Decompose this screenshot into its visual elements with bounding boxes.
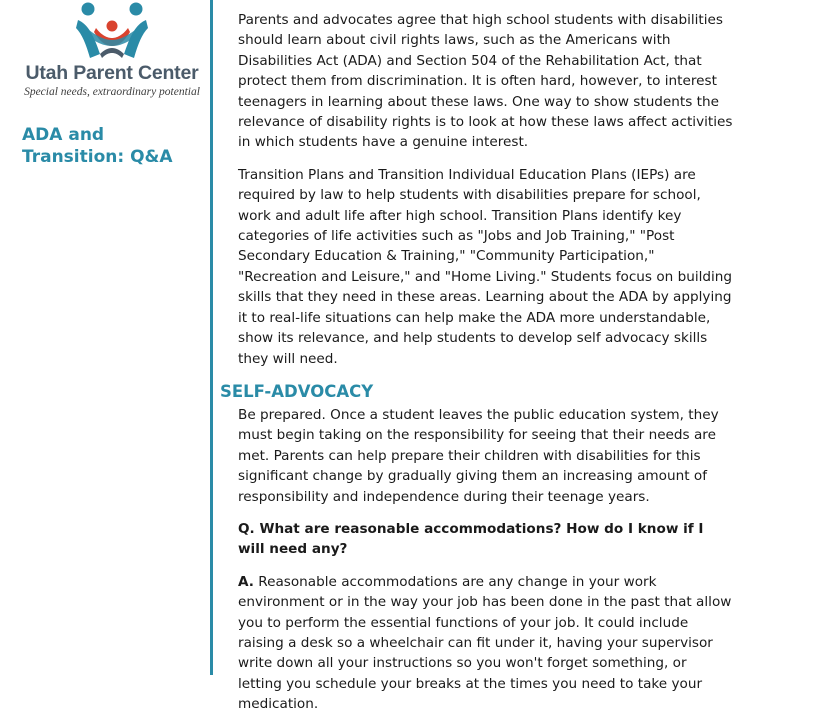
vertical-divider <box>210 0 213 675</box>
family-icon <box>74 2 150 60</box>
transition-paragraph: Transition Plans and Transition Individual Education Plans (IEPs) are required by law to help students with disabilities prepare for school, work and adult life after high school. Transition Plans identify key categories of life activities such as "Jobs and Job Training," "Post Secondary Education & Training," "Community Participation," "Recreation and Leisure," and "Home Living." Students focus on building skills that they need in these areas. Learning about the ADA by applying it to real-life situations can help make the ADA more understandable, show its relevance, and help students to develop self advocacy skills they will need. <box>238 166 733 367</box>
section-heading-self-advocacy: SELF-ADVOCACY <box>220 381 374 401</box>
answer-paragraph <box>238 572 733 715</box>
question-reasonable-accommodations: Q. What are reasonable accommodations? How do I know if I will need any? <box>238 520 704 558</box>
answer-label: A. <box>238 573 254 590</box>
main-content <box>220 10 733 727</box>
document-title: ADA and Transition: Q&A <box>22 125 173 167</box>
logo-tagline: Special needs, extraordinary potential <box>24 86 200 98</box>
self-advocacy-paragraph: Be prepared. Once a student leaves the public education system, they must begin taking on the responsibility for seeing that their needs are met. Parents can help prepare their children with disabilities for this significant change by gradually giving them an increasing amount of responsibility and independence during their teenage years. <box>238 406 719 505</box>
logo-title: Utah Parent Center <box>25 62 199 84</box>
utah-parent-center-logo[interactable] <box>22 2 202 98</box>
answer-text: Reasonable accommodations are any change in your work environment or in the way your job has been done in the past that allow you to perform the essential functions of your job. It could include raising a desk so a wheelchair can fit under it, having your supervisor write down all your instructions so you won't forget something, or letting you schedule your breaks at the times you need to take your medication. <box>238 573 732 713</box>
sidebar <box>0 0 210 675</box>
intro-paragraph: Parents and advocates agree that high school students with disabilities should learn about civil rights laws, such as the Americans with Disabilities Act (ADA) and Section 504 of the Rehabilitation Act, that protect them from discrimination. It is often hard, however, to interest teenagers in learning about these laws. One way to show students the relevance of disability rights is to look at how these laws affect activities in which students have a genuine interest. <box>238 12 733 151</box>
